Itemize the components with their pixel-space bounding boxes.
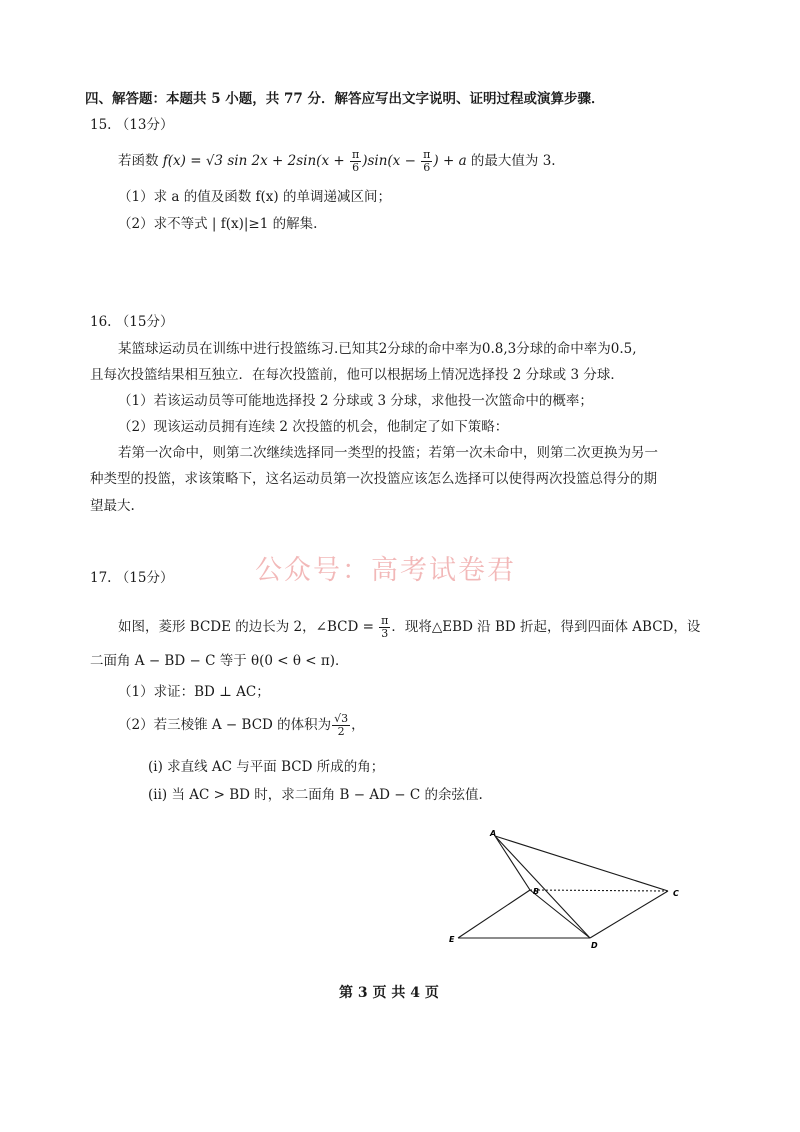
q17-number: 17. — [90, 570, 112, 586]
q17-part2-a: （2）若三棱锥 A − BCD 的体积为 — [118, 717, 332, 733]
edge-cd — [590, 891, 668, 938]
q17-part2-num: √3 — [334, 712, 349, 725]
q17-stem-b: ．现将△EBD 沿 BD 折起，得到四面体 ABCD，设 — [391, 619, 701, 635]
q15-frac1-den: 6 — [352, 161, 360, 174]
edge-eb — [458, 890, 530, 938]
label-a: A — [490, 829, 497, 838]
edge-ab — [495, 836, 530, 890]
section-header: 四、解答题：本题共 5 小题，共 77 分．解答应写出文字说明、证明过程或演算步骤． — [85, 91, 605, 107]
label-c: C — [673, 889, 679, 898]
q15-stem-a: 若函数 — [118, 153, 163, 169]
q16-line3: 若第一次命中，则第二次继续选择同一类型的投篮；若第一次未命中，则第二次更换为另一 — [118, 445, 658, 461]
q15-part1: （1）求 a 的值及函数 f(x) 的单调递减区间； — [118, 189, 391, 205]
q16-line5: 望最大. — [90, 498, 135, 514]
q17-part2-frac — [332, 713, 350, 738]
q16-part1: （1）若该运动员等可能地选择投 2 分球或 3 分球，求他投一次篮命中的概率； — [118, 393, 593, 409]
q15-stem — [118, 146, 556, 176]
q15-frac2 — [421, 149, 432, 174]
q17-frac-num: π — [381, 614, 389, 627]
q16-points: （15分） — [115, 314, 174, 330]
q16-line1: 某篮球运动员在训练中进行投篮练习.已知其2分球的命中率为0.8,3分球的命中率为0.5, — [118, 341, 637, 357]
q16-heading — [90, 313, 173, 331]
q17-part1: （1）求证：BD ⊥ AC； — [118, 684, 270, 700]
q16-line2: 且每次投篮结果相互独立．在每次投篮前，他可以根据场上情况选择投 2 分球或 3 分球． — [90, 367, 624, 383]
q16-number: 16. — [90, 314, 112, 330]
q17-heading — [90, 569, 173, 587]
q15-stem-end: 的最大值为 3. — [466, 153, 556, 169]
q15-number: 15. — [90, 117, 112, 133]
q17-sub1: (i) 求直线 AC 与平面 BCD 所成的角； — [148, 759, 385, 775]
q15-frac1 — [350, 149, 361, 174]
q17-sub2: (ii) 当 AC > BD 时，求二面角 B − AD − C 的余弦值. — [148, 787, 483, 803]
q16-line4: 种类型的投篮，求该策略下，这名运动员第一次投篮应该怎么选择可以使得两次投篮总得分的期 — [90, 471, 657, 487]
q15-points: （13分） — [115, 117, 174, 133]
edge-bc-hidden — [530, 890, 668, 891]
q17-stem-a: 如图，菱形 BCDE 的边长为 2，∠BCD = — [118, 619, 379, 635]
q17-points: （15分） — [115, 570, 174, 586]
q17-part2-b: ， — [351, 717, 365, 733]
watermark: 公众号：高考试卷君 — [255, 555, 516, 586]
tetrahedron-figure — [440, 826, 690, 951]
label-d: D — [591, 941, 598, 950]
q15-formula-a: f(x) = √3 sin 2x + 2sin(x + — [162, 153, 349, 169]
q17-frac-den: 3 — [381, 627, 389, 640]
q17-part2-den: 2 — [337, 725, 345, 738]
q17-frac — [379, 615, 390, 640]
label-e: E — [449, 935, 455, 944]
q15-formula-c: ) + a — [433, 153, 467, 169]
q15-heading — [90, 116, 173, 134]
page-footer: 第 3 页 共 4 页 — [339, 985, 439, 1001]
q17-part2 — [118, 710, 365, 740]
q15-part2: （2）求不等式 | f(x)|≥1 的解集. — [118, 216, 318, 232]
q15-formula-b: )sin(x − — [362, 153, 421, 169]
q17-stem-c: 二面角 A − BD − C 等于 θ(0 < θ < π)． — [90, 653, 349, 669]
q15-frac2-den: 6 — [423, 161, 431, 174]
q15-frac1-num: π — [351, 148, 360, 161]
edge-bd — [530, 890, 590, 938]
q17-stem — [118, 612, 700, 642]
q15-frac2-num: π — [423, 148, 431, 161]
q16-part2: （2）现该运动员拥有连续 2 次投篮的机会，他制定了如下策略： — [118, 419, 509, 435]
label-b: B — [533, 887, 540, 896]
